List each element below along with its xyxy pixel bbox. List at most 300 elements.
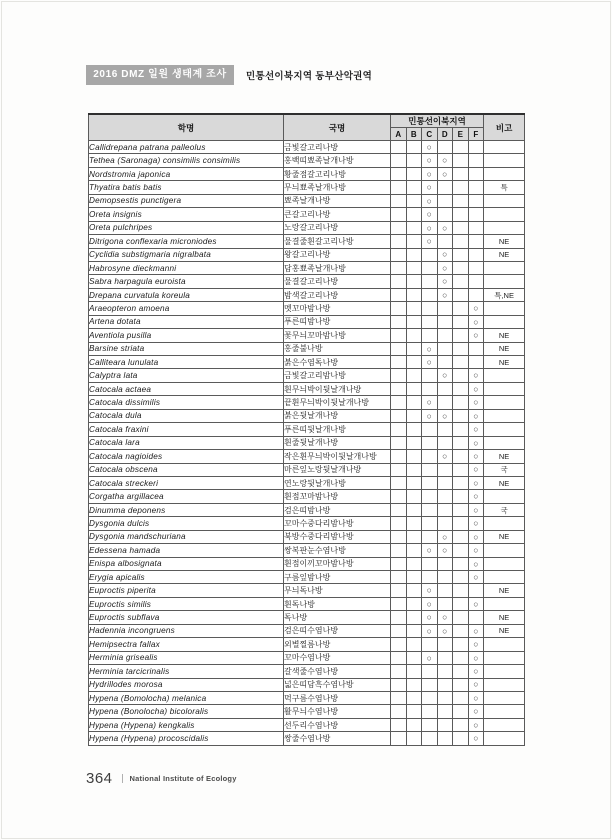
note-cell (484, 557, 525, 570)
region-mark-cell-b (406, 571, 422, 584)
korean-name-cell: 금빛갈고리나방 (284, 141, 391, 154)
table-row (89, 557, 525, 570)
table-row (89, 369, 525, 382)
region-mark-cell-f: ○ (468, 396, 484, 409)
region-mark-cell-d (437, 235, 453, 248)
region-mark-cell-c (422, 315, 438, 328)
note-cell: 특 (484, 181, 525, 194)
korean-name-cell: 푸른띠밤나방 (284, 315, 391, 328)
scientific-name-cell: Calliteara lunulata (89, 356, 284, 369)
korean-name-cell: 갈색줄수염나방 (284, 665, 391, 678)
region-mark-cell-c (422, 705, 438, 718)
scientific-name-cell: Cyclidia substigmaria nigralbata (89, 248, 284, 261)
region-mark-cell-c (422, 275, 438, 288)
region-mark-cell-c (422, 248, 438, 261)
region-mark-cell-d: ○ (437, 624, 453, 637)
region-mark-cell-a (391, 302, 407, 315)
region-mark-cell-b (406, 705, 422, 718)
scientific-name-cell: Calyptra lata (89, 369, 284, 382)
scientific-name-cell: Catocala obscena (89, 463, 284, 476)
region-mark-cell-e (453, 638, 469, 651)
table-row (89, 651, 525, 664)
note-cell: NE (484, 584, 525, 597)
scientific-name-cell: Hydrillodes morosa (89, 678, 284, 691)
korean-name-cell: 물결줄흰갈고리나방 (284, 235, 391, 248)
note-cell: NE (484, 248, 525, 261)
region-mark-cell-a (391, 517, 407, 530)
region-mark-cell-b (406, 611, 422, 624)
region-mark-cell-a (391, 571, 407, 584)
scientific-name-cell: Hemipsectra fallax (89, 638, 284, 651)
scientific-name-cell: Catocala streckeri (89, 476, 284, 489)
korean-name-cell: 홍줄불나방 (284, 342, 391, 355)
region-mark-cell-f: ○ (468, 638, 484, 651)
region-mark-cell-d: ○ (437, 154, 453, 167)
region-mark-cell-c: ○ (422, 584, 438, 597)
scientific-name-cell: Hadennia incongruens (89, 624, 284, 637)
note-cell (484, 221, 525, 234)
note-cell (484, 154, 525, 167)
table-row (89, 275, 525, 288)
note-cell (484, 597, 525, 610)
region-mark-cell-e (453, 275, 469, 288)
region-mark-cell-b (406, 503, 422, 516)
table-row (89, 490, 525, 503)
table-row (89, 221, 525, 234)
region-mark-cell-a (391, 691, 407, 704)
region-mark-cell-a (391, 235, 407, 248)
korean-name-cell: 흰독나방 (284, 597, 391, 610)
region-mark-cell-f: ○ (468, 732, 484, 745)
table-row (89, 544, 525, 557)
region-mark-cell-b (406, 544, 422, 557)
region-mark-cell-c (422, 490, 438, 503)
region-mark-cell-e (453, 705, 469, 718)
region-mark-cell-b (406, 557, 422, 570)
region-mark-cell-b (406, 369, 422, 382)
region-mark-cell-b (406, 141, 422, 154)
table-row (89, 691, 525, 704)
note-cell (484, 436, 525, 449)
region-mark-cell-e (453, 396, 469, 409)
region-mark-cell-a (391, 503, 407, 516)
region-mark-cell-d: ○ (437, 221, 453, 234)
table-row (89, 154, 525, 167)
note-cell (484, 275, 525, 288)
region-mark-cell-a (391, 718, 407, 731)
region-mark-cell-f (468, 235, 484, 248)
region-mark-cell-b (406, 597, 422, 610)
korean-name-cell: 뾰족날개나방 (284, 194, 391, 207)
region-mark-cell-a (391, 530, 407, 543)
table-row (89, 665, 525, 678)
region-mark-cell-d: ○ (437, 275, 453, 288)
region-mark-cell-a (391, 356, 407, 369)
table-row (89, 450, 525, 463)
scientific-name-cell: Catocala dula (89, 409, 284, 422)
note-cell: NE (484, 235, 525, 248)
region-mark-cell-a (391, 678, 407, 691)
region-mark-cell-e (453, 463, 469, 476)
scientific-name-cell: Hypena (Bonolocha) bicoloralis (89, 705, 284, 718)
region-mark-cell-c: ○ (422, 154, 438, 167)
region-mark-cell-f: ○ (468, 571, 484, 584)
region-mark-cell-c: ○ (422, 611, 438, 624)
region-mark-cell-f: ○ (468, 517, 484, 530)
region-mark-cell-b (406, 530, 422, 543)
scientific-name-cell: Catocala dissimilis (89, 396, 284, 409)
region-mark-cell-d (437, 584, 453, 597)
page-header (86, 65, 372, 85)
table-row (89, 396, 525, 409)
region-mark-cell-b (406, 436, 422, 449)
note-cell (484, 705, 525, 718)
scientific-name-cell: Dinumma deponens (89, 503, 284, 516)
region-mark-cell-f (468, 221, 484, 234)
table-row (89, 208, 525, 221)
region-mark-cell-e (453, 221, 469, 234)
region-mark-cell-f: ○ (468, 369, 484, 382)
region-mark-cell-d (437, 678, 453, 691)
note-cell (484, 490, 525, 503)
region-mark-cell-c: ○ (422, 544, 438, 557)
region-mark-cell-b (406, 624, 422, 637)
region-mark-cell-b (406, 235, 422, 248)
region-mark-cell-d: ○ (437, 288, 453, 301)
scientific-name-cell: Euproctis piperita (89, 584, 284, 597)
region-mark-cell-f: ○ (468, 436, 484, 449)
scientific-name-cell: Drepana curvatula koreula (89, 288, 284, 301)
korean-name-cell: 작은흰무늬박이뒷날개나방 (284, 450, 391, 463)
region-mark-cell-a (391, 651, 407, 664)
region-mark-cell-b (406, 167, 422, 180)
scientific-name-cell: Dysgonia mandschuriana (89, 530, 284, 543)
region-mark-cell-c: ○ (422, 409, 438, 422)
korean-name-cell: 연노랑뒷날개나방 (284, 476, 391, 489)
note-cell: 국 (484, 503, 525, 516)
region-mark-cell-b (406, 248, 422, 261)
note-cell (484, 302, 525, 315)
scientific-name-cell: Aventiola pusilla (89, 329, 284, 342)
region-mark-cell-e (453, 678, 469, 691)
region-mark-cell-f: ○ (468, 315, 484, 328)
note-cell: NE (484, 342, 525, 355)
region-mark-cell-b (406, 423, 422, 436)
table-row (89, 342, 525, 355)
korean-name-cell: 먹구름수염나방 (284, 691, 391, 704)
region-mark-cell-b (406, 261, 422, 274)
region-mark-cell-e (453, 409, 469, 422)
korean-name-cell: 담홍뾰족날개나방 (284, 261, 391, 274)
table-row (89, 181, 525, 194)
korean-name-cell: 끝흰무늬박이뒷날개나방 (284, 396, 391, 409)
region-mark-cell-f: ○ (468, 597, 484, 610)
region-mark-cell-c: ○ (422, 624, 438, 637)
scientific-name-cell: Corgatha argillacea (89, 490, 284, 503)
region-mark-cell-f: ○ (468, 490, 484, 503)
section-title: 민통선이북지역 동부산악권역 (246, 71, 373, 82)
korean-name-cell: 검은띠수염나방 (284, 624, 391, 637)
table-row (89, 436, 525, 449)
scientific-name-cell: Euproctis subflava (89, 611, 284, 624)
region-mark-cell-c: ○ (422, 396, 438, 409)
region-mark-cell-b (406, 691, 422, 704)
table-row (89, 718, 525, 731)
region-mark-cell-e (453, 611, 469, 624)
region-mark-cell-a (391, 611, 407, 624)
scientific-name-cell: Catocala lara (89, 436, 284, 449)
region-mark-cell-c: ○ (422, 356, 438, 369)
region-mark-cell-a (391, 409, 407, 422)
scientific-name-cell: Catocala fraxini (89, 423, 284, 436)
region-mark-cell-a (391, 194, 407, 207)
region-mark-cell-c (422, 302, 438, 315)
region-mark-cell-c: ○ (422, 235, 438, 248)
region-mark-cell-a (391, 167, 407, 180)
korean-name-cell: 독나방 (284, 611, 391, 624)
region-mark-cell-f: ○ (468, 651, 484, 664)
region-mark-cell-c (422, 517, 438, 530)
region-mark-cell-a (391, 141, 407, 154)
region-mark-cell-a (391, 288, 407, 301)
region-mark-cell-b (406, 463, 422, 476)
region-mark-cell-e (453, 288, 469, 301)
region-mark-cell-f (468, 288, 484, 301)
region-mark-cell-d: ○ (437, 167, 453, 180)
region-mark-cell-b (406, 718, 422, 731)
region-mark-cell-e (453, 382, 469, 395)
scientific-name-cell: Barsine striata (89, 342, 284, 355)
region-mark-cell-e (453, 651, 469, 664)
region-mark-cell-a (391, 329, 407, 342)
region-mark-cell-e (453, 544, 469, 557)
korean-name-cell: 멧꼬마밤나방 (284, 302, 391, 315)
note-cell (484, 651, 525, 664)
table-row (89, 517, 525, 530)
region-mark-cell-e (453, 141, 469, 154)
note-cell: NE (484, 611, 525, 624)
table-row (89, 248, 525, 261)
region-mark-cell-e (453, 181, 469, 194)
region-mark-cell-a (391, 154, 407, 167)
region-mark-cell-f (468, 342, 484, 355)
korean-name-cell: 무늬뾰족날개나방 (284, 181, 391, 194)
region-mark-cell-b (406, 665, 422, 678)
table-row (89, 382, 525, 395)
region-mark-cell-f (468, 611, 484, 624)
region-mark-cell-b (406, 396, 422, 409)
note-cell (484, 369, 525, 382)
region-mark-cell-a (391, 544, 407, 557)
region-mark-cell-d (437, 436, 453, 449)
header-region-group: 민통선이북지역 (391, 114, 484, 128)
korean-name-cell: 활무늬수염나방 (284, 705, 391, 718)
note-cell (484, 638, 525, 651)
region-mark-cell-e (453, 490, 469, 503)
note-cell (484, 194, 525, 207)
region-mark-cell-c (422, 329, 438, 342)
region-mark-cell-d: ○ (437, 450, 453, 463)
region-mark-cell-b (406, 450, 422, 463)
region-mark-cell-d (437, 638, 453, 651)
region-mark-cell-d (437, 194, 453, 207)
table-row (89, 705, 525, 718)
table-body (89, 141, 525, 746)
korean-name-cell: 꼬마수염나방 (284, 651, 391, 664)
region-mark-cell-c: ○ (422, 167, 438, 180)
region-mark-cell-d (437, 718, 453, 731)
region-mark-cell-f: ○ (468, 705, 484, 718)
region-mark-cell-d (437, 382, 453, 395)
page-number: 364 (86, 769, 113, 787)
korean-name-cell: 흰점꼬마밤나방 (284, 490, 391, 503)
region-mark-cell-d (437, 597, 453, 610)
header-region-col-b: B (406, 128, 422, 141)
scientific-name-cell: Habrosyne dieckmanni (89, 261, 284, 274)
note-cell: NE (484, 476, 525, 489)
region-mark-cell-f (468, 248, 484, 261)
region-mark-cell-c: ○ (422, 221, 438, 234)
korean-name-cell: 넓은띠담흑수염나방 (284, 678, 391, 691)
korean-name-cell: 선두리수염나방 (284, 718, 391, 731)
korean-name-cell: 쌍줄수염나방 (284, 732, 391, 745)
korean-name-cell: 무늬독나방 (284, 584, 391, 597)
region-mark-cell-b (406, 517, 422, 530)
region-mark-cell-d: ○ (437, 611, 453, 624)
korean-name-cell: 물결갈고리나방 (284, 275, 391, 288)
region-mark-cell-f: ○ (468, 557, 484, 570)
region-mark-cell-c: ○ (422, 342, 438, 355)
korean-name-cell: 붉은수염독나방 (284, 356, 391, 369)
korean-name-cell: 노랑갈고리나방 (284, 221, 391, 234)
region-mark-cell-e (453, 315, 469, 328)
region-mark-cell-a (391, 369, 407, 382)
korean-name-cell: 꼬마수중다리밤나방 (284, 517, 391, 530)
table-row (89, 624, 525, 637)
region-mark-cell-d (437, 490, 453, 503)
region-mark-cell-c (422, 450, 438, 463)
region-mark-cell-c (422, 436, 438, 449)
region-mark-cell-e (453, 436, 469, 449)
korean-name-cell: 쌍복판눈수염나방 (284, 544, 391, 557)
region-mark-cell-a (391, 490, 407, 503)
region-mark-cell-a (391, 423, 407, 436)
region-mark-cell-f: ○ (468, 450, 484, 463)
region-mark-cell-f (468, 275, 484, 288)
region-mark-cell-d (437, 181, 453, 194)
table-row (89, 141, 525, 154)
region-mark-cell-c (422, 678, 438, 691)
region-mark-cell-a (391, 584, 407, 597)
note-cell (484, 396, 525, 409)
species-survey-table (88, 113, 525, 746)
region-mark-cell-c (422, 530, 438, 543)
region-mark-cell-b (406, 181, 422, 194)
region-mark-cell-a (391, 665, 407, 678)
table-row (89, 235, 525, 248)
region-mark-cell-f (468, 208, 484, 221)
region-mark-cell-d: ○ (437, 544, 453, 557)
scientific-name-cell: Catocala actaea (89, 382, 284, 395)
region-mark-cell-e (453, 718, 469, 731)
note-cell (484, 261, 525, 274)
region-mark-cell-e (453, 369, 469, 382)
region-mark-cell-f: ○ (468, 624, 484, 637)
note-cell: 특,NE (484, 288, 525, 301)
header-region-col-e: E (453, 128, 469, 141)
table-row (89, 409, 525, 422)
region-mark-cell-c: ○ (422, 651, 438, 664)
note-cell: NE (484, 530, 525, 543)
region-mark-cell-b (406, 382, 422, 395)
region-mark-cell-a (391, 315, 407, 328)
scientific-name-cell: Nordstromia japonica (89, 167, 284, 180)
note-cell (484, 691, 525, 704)
korean-name-cell: 황줄점갈고리나방 (284, 167, 391, 180)
note-cell (484, 208, 525, 221)
region-mark-cell-b (406, 476, 422, 489)
region-mark-cell-a (391, 261, 407, 274)
note-cell (484, 678, 525, 691)
note-cell (484, 382, 525, 395)
region-mark-cell-a (391, 396, 407, 409)
footer-divider (122, 774, 123, 783)
region-mark-cell-e (453, 476, 469, 489)
region-mark-cell-d (437, 691, 453, 704)
region-mark-cell-e (453, 235, 469, 248)
scientific-name-cell: Ditrigona conflexaria microniodes (89, 235, 284, 248)
region-mark-cell-c (422, 382, 438, 395)
header-korean-name: 국명 (284, 114, 391, 141)
region-mark-cell-c (422, 476, 438, 489)
region-mark-cell-e (453, 557, 469, 570)
region-mark-cell-a (391, 732, 407, 745)
scientific-name-cell: Artena dotata (89, 315, 284, 328)
note-cell (484, 141, 525, 154)
region-mark-cell-f: ○ (468, 302, 484, 315)
region-mark-cell-d: ○ (437, 261, 453, 274)
header-region-col-f: F (468, 128, 484, 141)
korean-name-cell: 금빛갈고리밤나방 (284, 369, 391, 382)
region-mark-cell-c (422, 261, 438, 274)
note-cell: 국 (484, 463, 525, 476)
region-mark-cell-d (437, 651, 453, 664)
region-mark-cell-a (391, 463, 407, 476)
scientific-name-cell: Demopsestis punctigera (89, 194, 284, 207)
region-mark-cell-e (453, 261, 469, 274)
region-mark-cell-f (468, 194, 484, 207)
region-mark-cell-d: ○ (437, 369, 453, 382)
region-mark-cell-b (406, 584, 422, 597)
region-mark-cell-d (437, 302, 453, 315)
region-mark-cell-e (453, 167, 469, 180)
region-mark-cell-c: ○ (422, 181, 438, 194)
region-mark-cell-e (453, 530, 469, 543)
note-cell: NE (484, 329, 525, 342)
korean-name-cell: 흰점이끼꼬마밤나방 (284, 557, 391, 570)
region-mark-cell-e (453, 665, 469, 678)
korean-name-cell: 붉은뒷날개나방 (284, 409, 391, 422)
region-mark-cell-d (437, 208, 453, 221)
region-mark-cell-e (453, 517, 469, 530)
table-row (89, 678, 525, 691)
region-mark-cell-c (422, 503, 438, 516)
scientific-name-cell: Euproctis similis (89, 597, 284, 610)
region-mark-cell-f: ○ (468, 503, 484, 516)
note-cell (484, 517, 525, 530)
region-mark-cell-f: ○ (468, 544, 484, 557)
table-row (89, 167, 525, 180)
